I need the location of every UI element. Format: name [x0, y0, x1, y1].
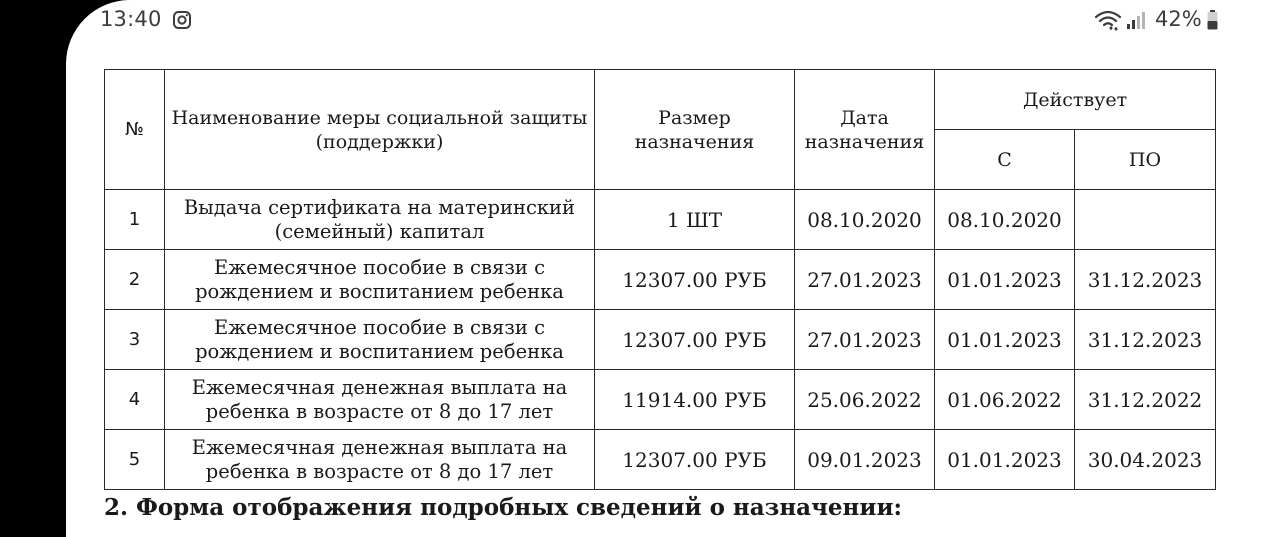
- cell-amount: 11914.00 РУБ: [595, 370, 795, 430]
- cell-valid-to: 30.04.2023: [1075, 430, 1216, 490]
- cell-measure-name: Ежемесячное пособие в связи с рождением и воспитанием ребенка: [165, 310, 595, 370]
- cell-valid-from: 01.01.2023: [935, 250, 1075, 310]
- status-bar: [66, 0, 1280, 42]
- cell-number: 4: [105, 370, 165, 430]
- instagram-icon: [172, 10, 192, 30]
- header-valid-from: С: [935, 130, 1075, 190]
- wifi-icon: [1094, 9, 1122, 31]
- table-header-row: [105, 70, 1216, 130]
- cell-valid-from: 01.01.2023: [935, 310, 1075, 370]
- signal-icon: [1126, 10, 1146, 30]
- cell-assignment-date: 25.06.2022: [795, 370, 935, 430]
- cell-assignment-date: 08.10.2020: [795, 190, 935, 250]
- cell-valid-to: 31.12.2022: [1075, 370, 1216, 430]
- battery-percentage: 42%: [1155, 7, 1202, 31]
- cell-valid-to: 31.12.2023: [1075, 250, 1216, 310]
- header-valid-to: ПО: [1075, 130, 1216, 190]
- cell-amount: 12307.00 РУБ: [595, 310, 795, 370]
- phone-screen: [66, 0, 1280, 537]
- header-assignment-date: Дата назначения: [795, 70, 935, 190]
- cell-measure-name: Ежемесячная денежная выплата на ребенка в возрасте от 8 до 17 лет: [165, 430, 595, 490]
- cell-valid-to: [1075, 190, 1216, 250]
- cell-measure-name: Выдача сертификата на материнский (семейный) капитал: [165, 190, 595, 250]
- cell-valid-from: 01.06.2022: [935, 370, 1075, 430]
- table-row: [105, 250, 1216, 310]
- cell-assignment-date: 27.01.2023: [795, 310, 935, 370]
- cell-number: 2: [105, 250, 165, 310]
- cell-number: 3: [105, 310, 165, 370]
- table-row: [105, 430, 1216, 490]
- cell-valid-from: 08.10.2020: [935, 190, 1075, 250]
- table-row: [105, 310, 1216, 370]
- cell-amount: 12307.00 РУБ: [595, 430, 795, 490]
- table-row: [105, 370, 1216, 430]
- cell-assignment-date: 09.01.2023: [795, 430, 935, 490]
- cell-amount: 1 ШТ: [595, 190, 795, 250]
- cell-valid-from: 01.01.2023: [935, 430, 1075, 490]
- header-number: №: [105, 70, 165, 190]
- cell-measure-name: Ежемесячная денежная выплата на ребенка в возрасте от 8 до 17 лет: [165, 370, 595, 430]
- header-amount: Размер назначения: [595, 70, 795, 190]
- section-heading: 2. Форма отображения подробных сведений о назначении:: [104, 494, 902, 521]
- header-valid: Действует: [935, 70, 1216, 130]
- cell-measure-name: Ежемесячное пособие в связи с рождением и воспитанием ребенка: [165, 250, 595, 310]
- table-row: [105, 190, 1216, 250]
- status-time: 13:40: [100, 7, 162, 31]
- battery-icon: [1207, 10, 1218, 30]
- cell-number: 1: [105, 190, 165, 250]
- header-measure-name: Наименование меры социальной защиты (поддержки): [165, 70, 595, 190]
- cell-assignment-date: 27.01.2023: [795, 250, 935, 310]
- cell-number: 5: [105, 430, 165, 490]
- cell-amount: 12307.00 РУБ: [595, 250, 795, 310]
- cell-valid-to: 31.12.2023: [1075, 310, 1216, 370]
- social-support-table: [104, 69, 1216, 490]
